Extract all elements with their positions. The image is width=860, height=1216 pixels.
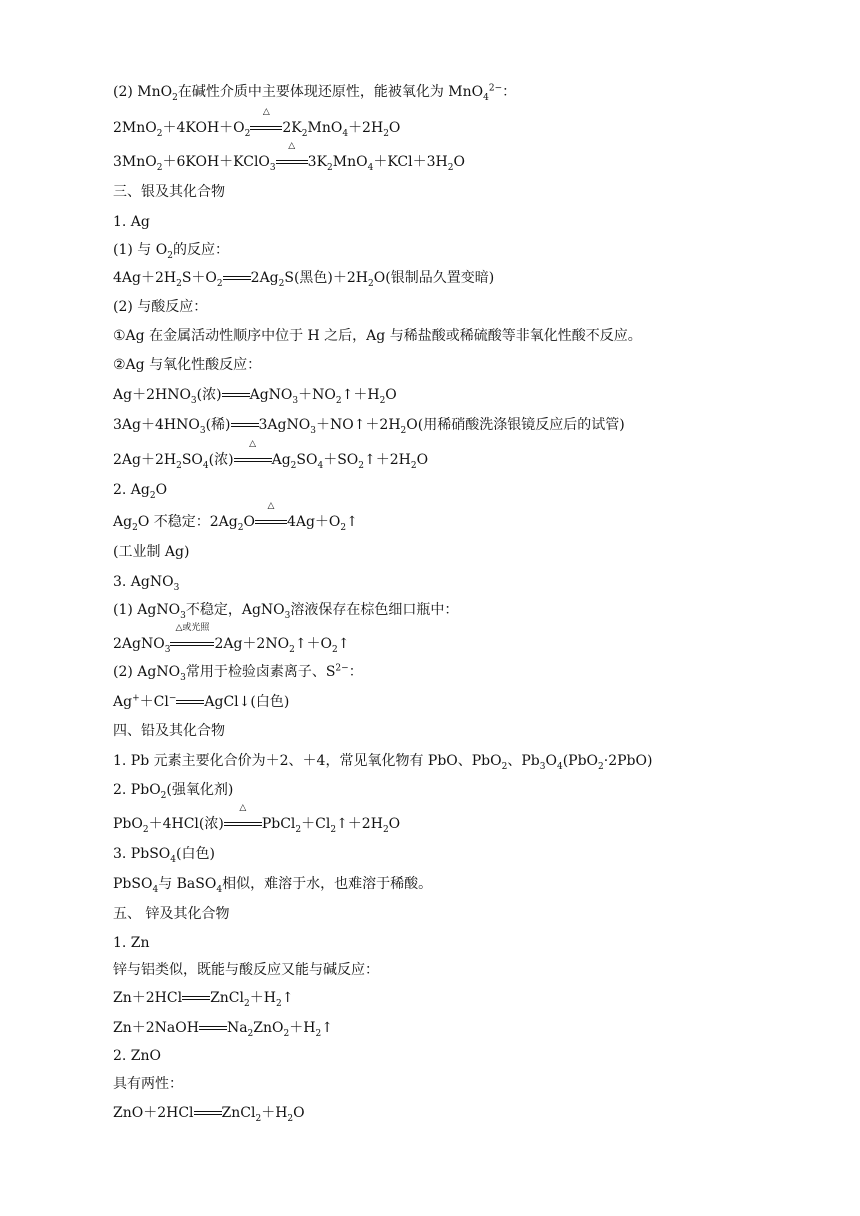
text-run: (浓): [208, 452, 234, 468]
text-line: [113, 326, 642, 346]
subscript: 4: [216, 884, 223, 895]
subscript: 3: [199, 425, 206, 436]
text-run: SO: [181, 452, 203, 468]
subscript: 2: [156, 128, 163, 139]
subscript: 2: [383, 128, 389, 139]
subscript: 2: [167, 250, 173, 261]
subscript: 2: [160, 790, 167, 801]
subscript: 2: [132, 522, 138, 533]
reaction-condition: △: [267, 501, 275, 511]
subscript: 4: [170, 854, 176, 865]
reaction-equals-sign: [176, 692, 204, 712]
text-run: O: [388, 120, 401, 136]
text-run: 2. PbO: [113, 782, 161, 798]
text-line: [113, 692, 289, 712]
subscript: 3: [284, 610, 291, 621]
subscript: 2: [237, 522, 244, 533]
text-run: 3. PbSO: [113, 846, 171, 862]
text-line: [113, 874, 432, 894]
reaction-equals-sign: [276, 141, 308, 172]
subscript: 2: [283, 1028, 290, 1039]
text-run: MnO: [332, 154, 368, 170]
subscript: 2: [447, 162, 454, 173]
subscript: 3: [164, 644, 171, 655]
text-line: [113, 780, 233, 800]
text-run: S(黑色)＋2H: [284, 270, 369, 286]
text-line: [113, 1018, 333, 1038]
reaction-equals-sign: [255, 501, 287, 532]
subscript: 2: [340, 522, 347, 533]
text-run: ①Ag 在金属活动性顺序中位于 H 之后，Ag 与稀盐酸或稀硫酸等非氧化性酸不反应。: [113, 328, 642, 344]
text-run: 锌与铝类似，既能与酸反应又能与碱反应：: [113, 962, 379, 978]
subscript: 2: [368, 278, 374, 289]
text-line: [113, 480, 167, 500]
text-run: 四、铅及其化合物: [113, 723, 225, 739]
text-run: 2K: [282, 120, 302, 136]
text-run: 三、银及其化合物: [113, 184, 225, 200]
subscript: 2: [287, 1113, 294, 1124]
text-run: ZnCl: [210, 990, 244, 1006]
subscript: 3: [190, 395, 197, 406]
text-run: ＋Cl: [139, 694, 169, 710]
text-run: O: [243, 514, 255, 530]
text-run: 常用于检验卤素离子、S: [185, 664, 336, 680]
text-run: ＋SO: [323, 452, 359, 468]
text-run: PbO: [113, 816, 143, 832]
reaction-condition: △或光照: [175, 623, 210, 633]
subscript: 2: [327, 162, 333, 173]
subscript: 4: [342, 128, 349, 139]
subscript: 3: [180, 610, 186, 621]
subscript: 2: [410, 460, 417, 471]
text-run: (2) 与酸反应：: [113, 299, 208, 315]
text-run: Na: [226, 1020, 248, 1036]
subscript: 2: [275, 998, 282, 1009]
text-run: SO: [296, 452, 318, 468]
text-run: 3. AgNO: [113, 574, 174, 590]
superscript: 2−: [335, 663, 349, 674]
reaction-equals-sign: [234, 439, 272, 470]
text-run: 3MnO: [113, 154, 157, 170]
text-run: ＋Cl: [301, 816, 331, 832]
text-run: O: [545, 753, 557, 769]
text-run: (工业制 Ag): [113, 544, 190, 560]
reaction-equals-sign: [224, 803, 262, 834]
subscript: 2: [379, 395, 386, 406]
subscript: 2: [278, 278, 285, 289]
text-run: 具有两性：: [113, 1076, 183, 1092]
subscript: 3: [173, 582, 180, 593]
text-line: [113, 182, 225, 202]
text-run: ZnO: [253, 1020, 284, 1036]
text-run: 2MnO: [113, 120, 157, 136]
subscript: 2: [301, 128, 308, 139]
subscript: 2: [244, 128, 251, 139]
text-run: 4Ag＋2H: [113, 270, 177, 286]
subscript: 4: [483, 92, 489, 103]
text-run: ↑: [337, 636, 350, 652]
text-run: (强氧化剂): [166, 782, 234, 798]
text-line: [113, 1103, 305, 1123]
subscript: 2: [289, 644, 295, 655]
text-run: 4Ag＋O: [286, 514, 341, 530]
text-run: (白色): [176, 846, 215, 862]
text-run: (1) 与 O: [113, 242, 168, 258]
text-run: ↑: [281, 990, 294, 1006]
text-line: [113, 355, 261, 375]
text-run: ＋6KOH＋KClO: [162, 154, 270, 170]
text-run: 3K: [307, 154, 328, 170]
superscript: +: [132, 693, 140, 704]
text-run: ＋NO: [298, 387, 336, 403]
subscript: 2: [172, 92, 178, 103]
subscript: 2: [244, 998, 250, 1009]
reaction-condition: △: [288, 141, 296, 151]
subscript: 2: [382, 824, 389, 835]
text-run: O: [388, 816, 401, 832]
text-run: ↑＋O: [294, 636, 333, 652]
text-run: 2Ag: [250, 270, 279, 286]
text-run: ＋2H: [348, 120, 384, 136]
text-run: ↑＋2H: [364, 452, 411, 468]
subscript: 2: [332, 644, 338, 655]
text-run: 2. Ag: [113, 482, 150, 498]
reaction-equals-sign: [194, 1103, 222, 1123]
text-run: ＋H: [289, 1020, 316, 1036]
text-line: [113, 572, 179, 592]
subscript: 2: [255, 1113, 262, 1124]
subscript: 2: [295, 824, 302, 835]
subscript: 3: [539, 761, 546, 772]
text-run: 不稳定，AgNO: [185, 602, 285, 618]
text-run: ·2PbO): [603, 753, 653, 769]
text-run: 与 BaSO: [158, 876, 217, 892]
text-run: AgCl↓(白色): [204, 694, 290, 710]
text-run: S＋O: [181, 270, 217, 286]
superscript: −: [168, 693, 177, 704]
text-run: 1. Ag: [113, 214, 150, 230]
text-line: [113, 501, 358, 533]
text-line: [113, 844, 215, 864]
text-line: [113, 721, 225, 741]
subscript: 2: [149, 490, 156, 501]
text-line: [113, 141, 465, 173]
subscript: 3: [310, 425, 316, 436]
reaction-equals-sign: [199, 1018, 227, 1038]
text-run: Zn＋2HCl: [113, 990, 183, 1006]
text-line: [113, 297, 207, 317]
reaction-condition: △: [262, 107, 270, 117]
text-run: 3Ag＋4HNO: [113, 417, 200, 433]
subscript: 4: [202, 460, 209, 471]
text-run: (PbO: [562, 753, 599, 769]
reaction-equals-sign: [250, 107, 282, 138]
subscript: 4: [367, 162, 374, 173]
subscript: 3: [269, 162, 276, 173]
subscript: 3: [180, 672, 186, 683]
text-run: ↑: [346, 514, 358, 530]
text-run: O: [416, 452, 429, 468]
text-run: MnO: [307, 120, 343, 136]
text-run: ZnO＋2HCl: [113, 1105, 194, 1121]
text-line: [113, 662, 363, 682]
text-line: [113, 988, 293, 1008]
text-run: (2) AgNO: [113, 664, 181, 680]
text-line: [113, 751, 652, 771]
text-run: 3AgNO: [258, 417, 311, 433]
text-line: [113, 212, 150, 232]
reaction-equals-sign: [231, 415, 259, 435]
text-line: [113, 415, 625, 435]
subscript: 2: [176, 278, 182, 289]
text-run: O: [293, 1105, 305, 1121]
text-run: O(用稀硝酸洗涤银镜反应后的试管): [406, 417, 625, 433]
text-line: [113, 904, 229, 924]
text-run: ZnCl: [221, 1105, 256, 1121]
text-run: 2AgNO: [113, 636, 165, 652]
text-run: ＋NO↑＋2H: [315, 417, 401, 433]
subscript: 2: [247, 1028, 254, 1039]
subscript: 2: [330, 824, 337, 835]
subscript: 2: [501, 761, 508, 772]
text-run: ＋H: [249, 990, 276, 1006]
text-run: O: [385, 387, 397, 403]
text-run: ↑＋2H: [336, 816, 383, 832]
text-run: ＋KCl＋3H: [373, 154, 448, 170]
text-run: ↑＋H: [341, 387, 380, 403]
text-run: O 不稳定：2Ag: [137, 514, 238, 530]
text-line: [113, 803, 401, 835]
text-run: ＋H: [261, 1105, 288, 1121]
text-run: ：: [502, 84, 517, 100]
text-run: 2Ag＋2H: [113, 452, 177, 468]
text-run: Ag: [271, 452, 291, 468]
text-run: Ag: [113, 694, 133, 710]
text-run: (浓): [196, 387, 222, 403]
text-line: [113, 268, 494, 288]
subscript: 4: [317, 460, 324, 471]
text-line: [113, 240, 229, 260]
text-run: 在碱性介质中主要体现还原性，能被氧化为 MnO: [177, 84, 484, 100]
text-line: [113, 960, 379, 980]
text-run: 2. ZnO: [113, 1048, 162, 1064]
subscript: 2: [216, 278, 223, 289]
text-line: [113, 542, 189, 562]
text-run: 1. Pb 元素主要化合价为＋2、＋4，常见氧化物有 PbO、PbO: [113, 753, 502, 769]
reaction-equals-sign: [182, 988, 210, 1008]
text-run: (2) MnO: [113, 84, 173, 100]
subscript: 2: [176, 460, 182, 471]
text-run: (1) AgNO: [113, 602, 181, 618]
text-line: [113, 933, 150, 953]
text-run: 五、 锌及其化合物: [113, 906, 230, 922]
subscript: 2: [358, 460, 365, 471]
text-run: (稀): [205, 417, 231, 433]
text-run: O: [453, 154, 465, 170]
superscript: 2−: [488, 83, 503, 94]
subscript: 4: [556, 761, 563, 772]
subscript: 4: [152, 884, 159, 895]
text-line: [113, 600, 458, 620]
text-run: ↑: [321, 1020, 333, 1036]
text-line: [113, 439, 429, 471]
reaction-condition: △: [249, 439, 257, 449]
subscript: 2: [156, 162, 163, 173]
text-line: [113, 1046, 161, 1066]
text-line: [113, 385, 397, 405]
reaction-equals-sign: [223, 268, 251, 288]
text-line: [113, 82, 516, 102]
subscript: 2: [315, 1028, 322, 1039]
text-run: ＋4HCl(浓): [148, 816, 224, 832]
subscript: 2: [598, 761, 604, 772]
text-run: 相似，难溶于水，也难溶于稀酸。: [222, 876, 433, 892]
text-run: Ag＋2HNO: [113, 387, 191, 403]
text-line: [113, 1074, 183, 1094]
text-run: 的反应：: [172, 242, 229, 258]
text-run: PbSO: [113, 876, 153, 892]
text-run: 1. Zn: [113, 935, 150, 951]
text-run: 2Ag＋2NO: [214, 636, 290, 652]
text-run: 、Pb: [507, 753, 540, 769]
text-run: ：: [348, 664, 363, 680]
reaction-equals-sign: [222, 385, 250, 405]
text-run: O(银制品久置变暗): [373, 270, 495, 286]
subscript: 2: [400, 425, 407, 436]
text-run: AgNO: [249, 387, 293, 403]
reaction-condition: △: [239, 803, 247, 813]
text-line: [113, 623, 350, 655]
text-run: ②Ag 与氧化性酸反应：: [113, 357, 262, 373]
subscript: 2: [335, 395, 342, 406]
subscript: 2: [142, 824, 149, 835]
text-run: PbCl: [261, 816, 296, 832]
text-run: 溶液保存在棕色细口瓶中：: [290, 602, 459, 618]
subscript: 2: [290, 460, 297, 471]
reaction-equals-sign: [170, 623, 214, 654]
text-run: ＋4KOH＋O: [162, 120, 245, 136]
text-line: [113, 107, 401, 139]
text-run: O: [155, 482, 168, 498]
text-run: Ag: [113, 514, 133, 530]
subscript: 3: [292, 395, 299, 406]
text-run: Zn＋2NaOH: [113, 1020, 199, 1036]
